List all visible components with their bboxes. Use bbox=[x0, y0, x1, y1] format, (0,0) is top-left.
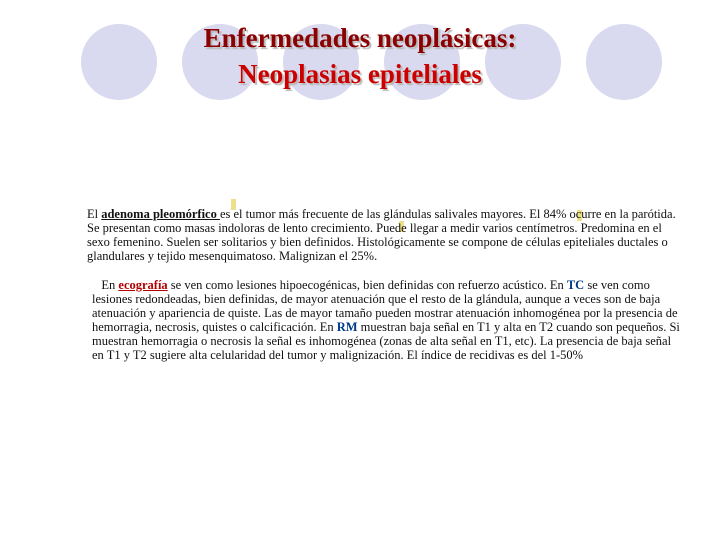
title-line-1: Enfermedades neoplásicas: bbox=[203, 23, 517, 53]
term-rm: RM bbox=[336, 320, 358, 334]
p2-intro: En bbox=[101, 278, 119, 292]
paragraph-adenoma bbox=[87, 207, 687, 263]
p1-intro: El bbox=[87, 207, 102, 221]
p1-text: es el tumor más frecuente de las glándulas salivales mayores. El 84% ocurre en la parótida. Se presentan como masas indoloras de lento crecimiento. Puede llegar a medir varios centímetros. Predomina en el sexo femenino. Suelen ser solitarios y bien definidos. Histológicamente se compone de células epiteliales ductales o glandulares y tejido mesenquimatoso. Malignizan el 25%. bbox=[87, 207, 676, 263]
paragraph-imaging bbox=[92, 278, 684, 362]
title-line-2: Neoplasias epiteliales bbox=[238, 59, 482, 89]
slide-title bbox=[120, 20, 600, 92]
p2-text-2: se ven como lesiones redondeadas, bien definidas, de mayor atenuación que el resto de la glándula, aunque a veces son de baja atenuación y apariencia de quiste. Las de mayor tamaño pueden mostrar atenuación inhomogénea por la presencia de hemorragia, necrosis, quistes o calcificación. En bbox=[92, 278, 678, 334]
p2-text-1: se ven como lesiones hipoecogénicas, bien definidas con refuerzo acústico. En bbox=[167, 278, 567, 292]
term-ecografia: ecografía bbox=[118, 278, 168, 292]
term-adenoma-pleomorfico: adenoma pleomórfico bbox=[101, 207, 220, 221]
p2-text-3: muestran baja señal en T1 y alta en T2 cuando son pequeños. Si muestran hemorragia o necrosis la señal es inhomogénea (zonas de alta señal en T1, etc). La presencia de baja señal en T1 y T2 sugiere alta celularidad del tumor y malignización. El índice de recidivas es del 1-50% bbox=[92, 320, 680, 362]
term-tc: TC bbox=[566, 278, 585, 292]
